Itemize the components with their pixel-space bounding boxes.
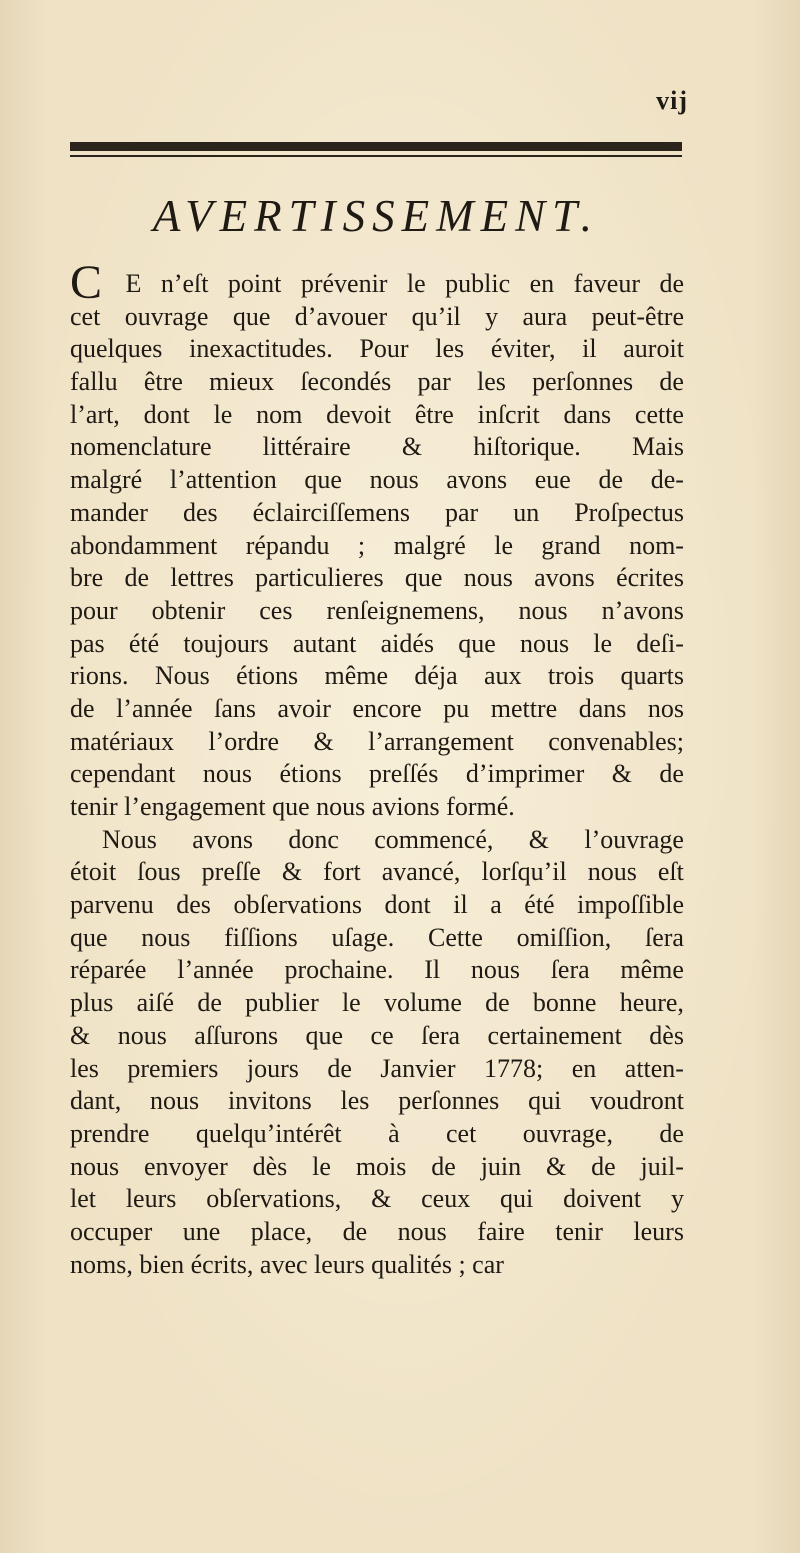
word: doivent [563, 1184, 642, 1214]
word: des [182, 497, 218, 527]
word: nous [587, 857, 637, 887]
word: que [70, 922, 108, 952]
word: ouvrage [124, 301, 209, 331]
word: été [128, 628, 160, 658]
word: le [213, 399, 233, 429]
word: malgré [393, 530, 466, 560]
word: de [659, 269, 684, 298]
word: qui [500, 1184, 534, 1214]
word: nom- [629, 530, 684, 560]
word: ce [370, 1020, 394, 1050]
text-line [70, 530, 684, 563]
word: preſſés [369, 759, 439, 789]
word: écrites [616, 563, 684, 593]
word: l’année [116, 693, 193, 723]
word: qui [528, 1086, 562, 1116]
word: toujours [183, 628, 269, 658]
word: en [571, 1053, 597, 1083]
word: devoit [326, 399, 392, 429]
word: l’ordre [208, 726, 280, 756]
word: Pour [359, 334, 409, 364]
word: ſera [421, 1020, 461, 1050]
word: ceux [421, 1184, 471, 1214]
word: d’imprimer [465, 759, 585, 789]
word: que [404, 563, 443, 593]
word: éviter, [490, 334, 556, 364]
text-line [70, 1151, 684, 1184]
text-line [70, 256, 684, 309]
word: de [342, 1216, 368, 1246]
word: même [620, 955, 684, 985]
word: ouvrage, [522, 1118, 613, 1148]
word: une [182, 1216, 221, 1246]
text-line [70, 464, 684, 497]
word: de [327, 1053, 352, 1083]
word: plus [70, 988, 114, 1018]
word: les [70, 1053, 99, 1083]
word: cet [446, 1118, 477, 1148]
word: nous [70, 1151, 120, 1181]
word: eſt [657, 857, 684, 887]
word: dès [649, 1020, 684, 1050]
word: par [417, 367, 451, 397]
word: voudront [590, 1086, 684, 1116]
word: obſervations [233, 890, 362, 920]
text-line [70, 1183, 684, 1216]
word: y [485, 301, 499, 331]
word: let [70, 1184, 96, 1214]
text-line [70, 824, 684, 857]
word: les [340, 1086, 370, 1116]
word: n’avons [601, 595, 684, 625]
word: ſecondés [300, 367, 392, 397]
word: étions [279, 759, 342, 789]
word: impoſſible [577, 890, 684, 920]
word: dans [578, 693, 627, 723]
word: cet [70, 301, 101, 331]
text-line [70, 431, 684, 464]
word: a [490, 890, 502, 920]
word: grand [541, 530, 601, 560]
text-line [70, 1020, 684, 1053]
word: le [406, 269, 426, 298]
word: & [546, 1151, 567, 1181]
word: deſi- [636, 628, 684, 658]
text-line [70, 497, 684, 530]
word: perſonnes [398, 1086, 500, 1116]
header-rule-thick [70, 142, 682, 151]
word: certainement [487, 1020, 622, 1050]
word: donc [288, 824, 339, 854]
word: Cette [428, 922, 483, 952]
word: nous [397, 1216, 447, 1246]
word: preſſe [201, 857, 261, 887]
text-line [70, 987, 684, 1020]
word: de [659, 759, 684, 789]
text-line [70, 726, 684, 759]
word: mettre [490, 693, 558, 723]
word: point [227, 269, 282, 298]
word: Janvier [380, 1053, 456, 1083]
word: quarts [620, 661, 684, 691]
word: 1778; [484, 1053, 544, 1083]
text-line [70, 301, 684, 334]
word: le [494, 530, 513, 560]
word: tenir [555, 1216, 603, 1246]
word: autant [292, 628, 357, 658]
word: malgré [70, 465, 143, 495]
word: répandu [245, 530, 330, 560]
word: cependant [70, 759, 176, 789]
word: être [414, 399, 454, 429]
word: prendre [70, 1118, 150, 1148]
word: l’attention [169, 465, 277, 495]
word: encore [352, 693, 422, 723]
word: nom [256, 399, 303, 429]
word: avoir [277, 693, 331, 723]
text-line [70, 693, 684, 726]
word: Mais [631, 432, 684, 462]
word: ſans [214, 693, 256, 723]
text-line [70, 954, 684, 987]
text-line [70, 1216, 684, 1249]
line-text: noms, bien écrits, avec leurs qualités ; car [70, 1249, 504, 1279]
word: ; [357, 530, 366, 560]
word: mois [355, 1151, 407, 1181]
word: matériaux [70, 726, 174, 756]
word: fallu [70, 367, 118, 397]
word: le [312, 1151, 331, 1181]
word: ces [259, 595, 293, 625]
word: prochaine. [284, 955, 394, 985]
word: n’eſt [160, 269, 209, 298]
word: atten- [624, 1053, 684, 1083]
word: de [197, 988, 222, 1018]
word: le [341, 988, 361, 1018]
word: pu [443, 693, 470, 723]
drop-cap: C [70, 256, 103, 309]
word: dont [384, 890, 431, 920]
text-line [70, 1249, 684, 1282]
text-line [70, 856, 684, 889]
word: rions. [70, 661, 129, 691]
word: avancé, [381, 857, 461, 887]
word: de [431, 1151, 456, 1181]
word: que [232, 301, 271, 331]
word: fort [323, 857, 361, 887]
word: nomenclature [70, 432, 212, 462]
word: de [659, 367, 684, 397]
word: & [528, 824, 549, 854]
word: renſeignemens, [326, 595, 485, 625]
word: ſera [644, 922, 684, 952]
text-line [70, 399, 684, 432]
word: & [313, 726, 334, 756]
word: juil- [640, 1151, 684, 1181]
word: y [670, 1184, 684, 1214]
word: pour [70, 595, 118, 625]
text-line [70, 758, 684, 791]
word: nous [369, 465, 419, 495]
word: que [304, 465, 342, 495]
word: éclairciſſemens [252, 497, 410, 527]
word: l’année [177, 955, 254, 985]
word: publier [245, 988, 319, 1018]
word: uſage. [331, 922, 395, 952]
word: étions [236, 661, 299, 691]
word: lorſqu’il [481, 857, 567, 887]
word: & [70, 1020, 91, 1050]
word: & [371, 1184, 392, 1214]
word: cette [634, 399, 684, 429]
word: réparée [70, 955, 147, 985]
text-line [70, 1118, 684, 1151]
word: nous [518, 595, 568, 625]
text-line [70, 1053, 684, 1086]
word: déja [414, 661, 458, 691]
word: qu’il [411, 301, 461, 331]
word: les [435, 334, 465, 364]
word: leurs [633, 1216, 684, 1246]
word: il [453, 890, 468, 920]
word: commencé, [374, 824, 494, 854]
page-number: vij [656, 86, 688, 115]
word: place, [250, 1216, 313, 1246]
word: littéraire [262, 432, 351, 462]
word: nous [141, 922, 191, 952]
word: d’avouer [294, 301, 388, 331]
text-line [70, 595, 684, 628]
word: & [281, 857, 303, 887]
word: nous [470, 955, 520, 985]
text-line [70, 1085, 684, 1118]
word: avons [534, 563, 595, 593]
word: quelqu’intérêt [195, 1118, 342, 1148]
word: bre [70, 563, 104, 593]
word: ſera [550, 955, 590, 985]
word: fiſſions [224, 922, 298, 952]
word: juin [480, 1151, 522, 1181]
word: Il [424, 955, 441, 985]
word: & [611, 759, 632, 789]
word: aiſé [136, 988, 175, 1018]
word: occuper [70, 1216, 153, 1246]
line-text: tenir l’engagement que nous avions formé. [70, 792, 515, 821]
word: que [458, 628, 496, 658]
word: l’arrangement [368, 726, 514, 756]
text-line [70, 922, 684, 955]
text-line [70, 562, 684, 595]
word: faveur [573, 269, 640, 298]
word: ſous [137, 857, 181, 887]
word: de [124, 563, 150, 593]
word: être [143, 367, 183, 397]
section-heading: AVERTISSEMENT. [152, 191, 600, 241]
word: nous [117, 1020, 167, 1050]
word: nous [463, 563, 513, 593]
word: peut-être [591, 301, 684, 331]
text-line [70, 889, 684, 922]
word: obtenir [151, 595, 226, 625]
word: le [593, 628, 613, 658]
paragraph [70, 256, 684, 824]
word: inſcrit [477, 399, 540, 429]
word: heure, [619, 988, 684, 1018]
word: obſervations, [206, 1184, 342, 1214]
word: & [401, 432, 423, 462]
word: abondamment [70, 530, 218, 560]
word: mieux [209, 367, 275, 397]
word: des [176, 890, 211, 920]
word: hiſtorique. [473, 432, 581, 462]
word: dans [563, 399, 612, 429]
text-line [70, 366, 684, 399]
word: un [513, 497, 540, 527]
word: il [582, 334, 597, 364]
word: public [445, 269, 511, 298]
word: de [591, 1151, 616, 1181]
word: pas [70, 628, 105, 658]
word: par [445, 497, 479, 527]
word: à [388, 1118, 400, 1148]
text-line [70, 333, 684, 366]
word: perſonnes [532, 367, 634, 397]
word: invitons [227, 1086, 312, 1116]
word: de- [650, 465, 684, 495]
word: nous [202, 759, 252, 789]
word: auroit [623, 334, 684, 364]
word: particulieres [255, 563, 384, 593]
word: prévenir [300, 269, 388, 298]
word: nous [519, 628, 570, 658]
word: de [70, 693, 95, 723]
word: aidés [380, 628, 434, 658]
word: quelques [70, 334, 163, 364]
word: avons [446, 465, 508, 495]
word: aura [522, 301, 568, 331]
word: étoit [70, 857, 117, 887]
text-line [70, 628, 684, 661]
text-line [70, 791, 684, 824]
word: envoyer [144, 1151, 228, 1181]
word: bonne [532, 988, 597, 1018]
word: l’ouvrage [584, 824, 684, 854]
word: faire [477, 1216, 525, 1246]
word: dès [252, 1151, 288, 1181]
word: E [125, 269, 142, 298]
word: lettres [170, 563, 234, 593]
word: nous [150, 1086, 200, 1116]
word: parvenu [70, 890, 154, 920]
paragraph [70, 824, 684, 1282]
word: jours [246, 1053, 299, 1083]
word: aſſurons [194, 1020, 279, 1050]
word: Nous [102, 824, 157, 854]
word: eue [534, 465, 571, 495]
word: volume [383, 988, 462, 1018]
word: Proſpectus [574, 497, 684, 527]
word: trois [547, 661, 595, 691]
word: de [485, 988, 510, 1018]
word: de [598, 465, 624, 495]
word: que [305, 1020, 344, 1050]
word: mander [70, 497, 148, 527]
word: même [324, 661, 389, 691]
word: dont [143, 399, 190, 429]
word: omiſſion, [516, 922, 612, 952]
word: inexactitudes. [189, 334, 333, 364]
word: premiers [127, 1053, 219, 1083]
word: de [659, 1118, 684, 1148]
word: avons [192, 824, 253, 854]
header-rule-thin [70, 155, 682, 157]
word: l’art, [70, 399, 120, 429]
word: aux [484, 661, 522, 691]
word: dant, [70, 1086, 122, 1116]
word: été [524, 890, 555, 920]
word: les [476, 367, 506, 397]
word: nos [647, 693, 684, 723]
body-text [70, 256, 684, 1281]
word: convenables; [548, 726, 684, 756]
text-line [70, 660, 684, 693]
word: Nous [154, 661, 210, 691]
word: en [529, 269, 555, 298]
word: leurs [125, 1184, 177, 1214]
